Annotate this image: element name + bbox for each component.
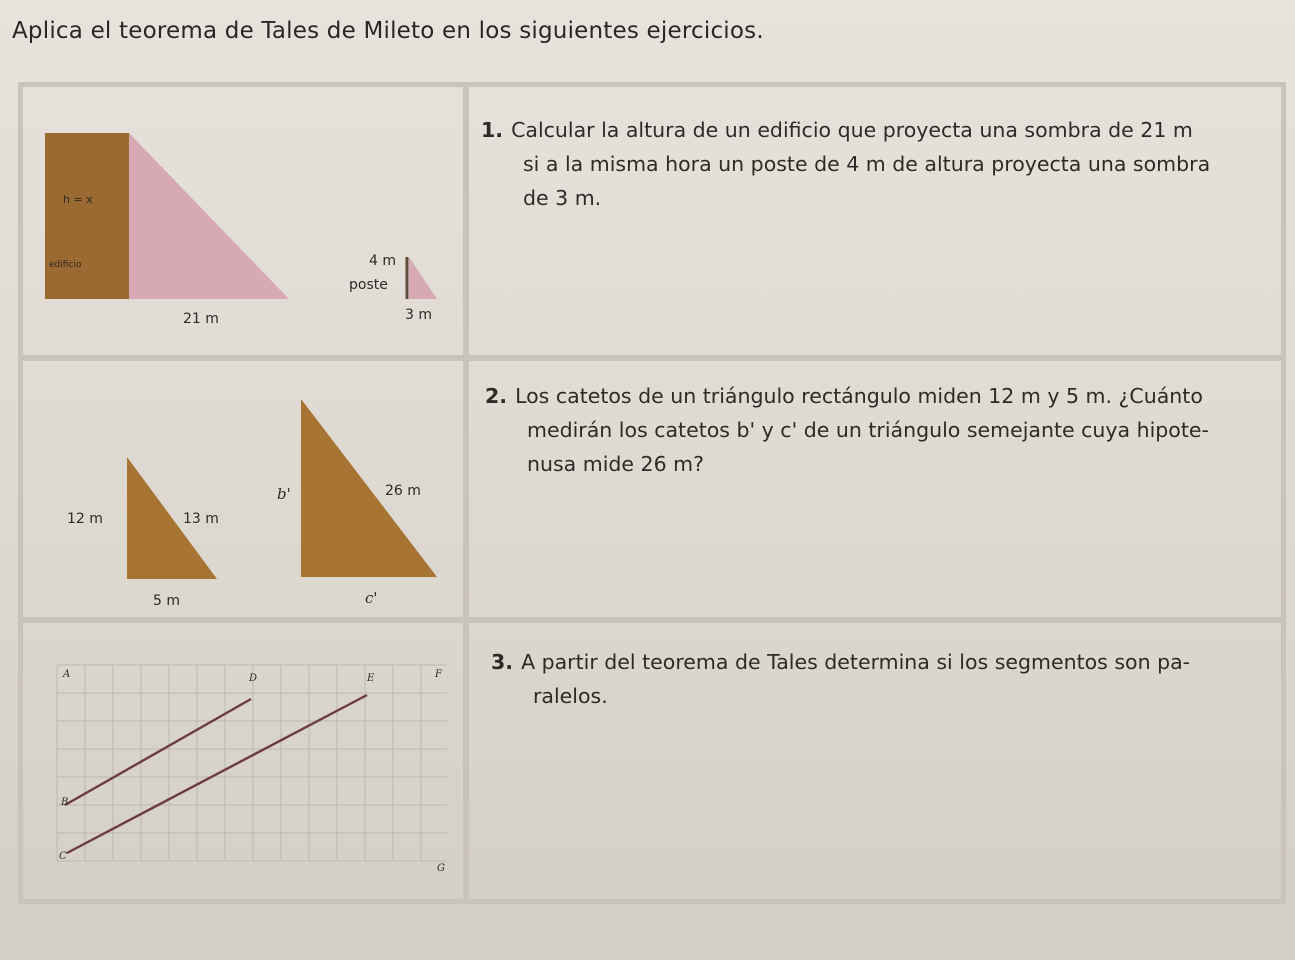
building-label: edificio [49, 260, 82, 270]
point-e-label: E [367, 673, 375, 684]
problem-3-figure [51, 657, 457, 877]
small-leg-horizontal-label: 5 m [153, 593, 180, 609]
problem-1-figure [33, 117, 453, 347]
column-divider [463, 87, 469, 899]
point-f-label: F [435, 669, 442, 680]
problem-2-figure [33, 377, 453, 613]
building-shadow [129, 133, 289, 299]
point-b-label: B [61, 797, 69, 808]
point-d-label: D [249, 673, 258, 684]
pole-shadow [409, 257, 437, 299]
problem-3-text: 3. A partir del teorema de Tales determina si los segmentos son pa- ralelos. [491, 650, 1191, 708]
row-divider-1 [23, 355, 1281, 361]
instruction-heading: Aplica el teorema de Tales de Mileto en los siguientes ejercicios. [12, 18, 764, 44]
point-c-label: C [59, 851, 67, 862]
building-shadow-label: 21 m [183, 311, 219, 327]
building [45, 133, 129, 299]
large-leg-horizontal-label: c' [365, 589, 378, 607]
point-a-label: A [63, 669, 71, 680]
building-height-label: h = x [63, 193, 93, 206]
large-leg-vertical-label: b' [277, 485, 291, 503]
small-leg-vertical-label: 12 m [67, 511, 103, 527]
small-hypotenuse-label: 13 m [183, 511, 219, 527]
segment-bd [65, 699, 251, 805]
grid [57, 665, 447, 861]
pole-shadow-label: 3 m [405, 307, 432, 323]
point-g-label: G [437, 863, 445, 874]
pole-label: poste [349, 277, 388, 293]
pole-height-label: 4 m [369, 253, 396, 269]
row-divider-2 [23, 617, 1281, 623]
problem-1-text: 1. Calcular la altura de un edificio que proyecta una sombra de 21 m si a la misma hora un poste de 4 m de altura proyecta una sombra de 3 m. [481, 118, 1211, 210]
large-hypotenuse-label: 26 m [385, 483, 421, 499]
exercise-table [18, 82, 1286, 904]
problem-2-text: 2. Los catetos de un triángulo rectángulo miden 12 m y 5 m. ¿Cuánto medirán los catetos b' y c' de un triángulo semejante cuya hipote- nusa mide 26 m? [485, 384, 1209, 476]
